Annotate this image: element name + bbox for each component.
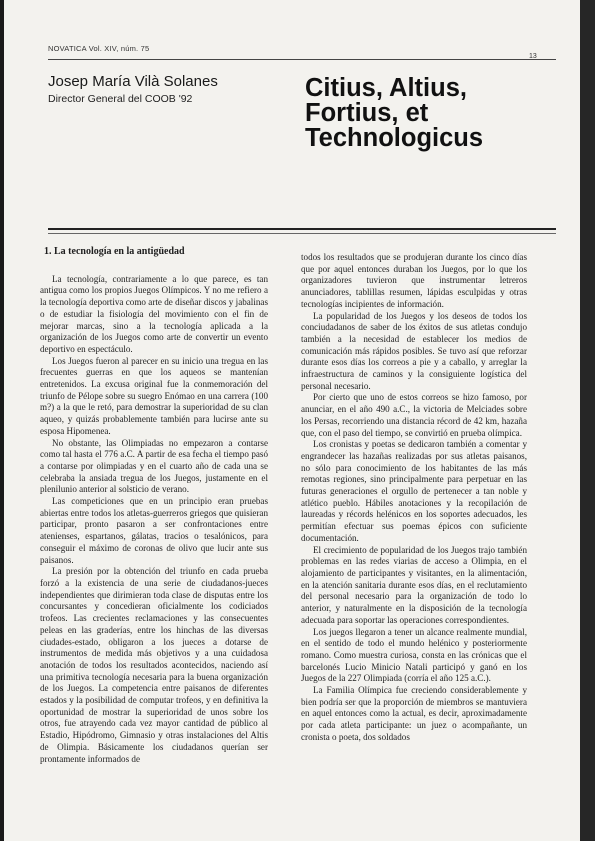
paragraph: El crecimiento de popularidad de los Juegos trajo también problemas en las redes viarias de acceso a Olimpia, en el alojamiento de participantes y visitantes, en la alimentación, en la atención sanitaria durante esos días, en el reclutamiento del personal necesario para la organización de todo lo anterior, y naturalmente en la disposición de la tecnología adecuada para soportar las operaciones correspondientes. [301, 544, 527, 625]
paragraph: No obstante, las Olimpiadas no empezaron a contarse como tal hasta el 776 a.C. A partir de esa fecha el tiempo pasó a contarse por olimpiadas y en el cuarto año de cada una se celebraba la ansiada tregua de los Juegos, justamente en el plenilunio anterior al solsticio de verano. [40, 437, 268, 495]
scan-edge [580, 0, 595, 841]
section-rule-thick [48, 228, 556, 230]
running-head: NOVATICA Vol. XIV, núm. 75 [48, 44, 150, 53]
paragraph: Por cierto que uno de estos correos se hizo famoso, por anunciar, en el año 490 a.C., la victoria de Melciades sobre los Persas, recorriendo una distancia récord de 42 km, hazaña que, con el paso del tiempo, se convirtió en prueba olímpica. [301, 392, 527, 438]
header-rule [48, 59, 556, 60]
paragraph: todos los resultados que se produjeran durante los cinco días que por aquel entonces duraban los Juegos, por lo que los organizadores tuvieron que instrumentar letreros anunciadores, tablillas resumen, lápidas esculpidas y otras tecnologías incipientes de información. [301, 252, 527, 309]
paragraph: Los cronistas y poetas se dedicaron también a comentar y engrandecer las hazañas realizadas por sus atletas paisanos, no sólo para conocimiento de los habitantes de las más remotas regiones, sino principalmente para perpetuar en las futuras generaciones el orgullo de pertenecer a tan noble y atlético pueblo. Hábiles anotaciones y la recopilación de laureadas y récords helénicos en los soportes adecuados, les permitían efectuar sus poemas épicos con suficiente documentación. [301, 439, 527, 543]
paragraph: Los juegos llegaron a tener un alcance realmente mundial, en el sentido de todo el mundo helénico y posteriormente romano. Como muestra curiosa, consta en las crónicas que el barcelonés Lucio Minicio Natali participó y ganó en los Juegos de la 227 Olimpiada (corría el año 125 a.C.). [301, 626, 527, 684]
paragraph: Las competiciones que en un principio eran pruebas abiertas entre todos los atletas-guerreros griegos que quisieran participar, pronto pasaron a ser confrontaciones entre atenienses, espartanos, gálatas, tracios o tesalónicos, para conseguir el máximo de coronas de olivo que lucir ante sus paisanos. [40, 496, 268, 565]
paragraph: Los Juegos fueron al parecer en su inicio una tregua en las frecuentes guerras en que los aqueos se mantenían entretenidos. La excusa original fue la conmemoración del triunfo de Pélope sobre su suegro Enómao en una carrera (100 m?) a la que le retó, para demostrar la superioridad de su clan aqueo, y quizás probablemente también para lucirse ante su esposa Hipomenea. [40, 355, 268, 436]
paragraph: La presión por la obtención del triunfo en cada prueba forzó a la existencia de una serie de ciudadanos-jueces independientes que dirimieran toda clase de disputas entre los concursantes y concedieran oficialmente los codiciados trofeos. Las crecientes reclamaciones y las consecuentes peleas en las graderías, entre los hinchas de las diversas ciudades-estado, obligaron a los jueces a dotarse de instrumentos de medida más objetivos y a una cuidadosa anotación de todos los resultados acontecidos, naciendo así una primitiva tecnología necesaria para la buena organización de los Juegos. La competencia entre paisanos de diferentes estados y la posibilidad de computar trofeos, y en definitiva la oportunidad de mostrar la superioridad de unos sobre los otros, fue atrayendo cada vez mayor cantidad de público al Estadio, Hipódromo, Gimnasio y otras instalaciones del Altis de Olimpia. Básicamente los ciudadanos querían ser prontamente informados de [40, 566, 268, 764]
title-line: Citius, Altius, [305, 74, 467, 102]
section-rule-thin [48, 233, 556, 234]
paragraph: La popularidad de los Juegos y los deseos de todos los conciudadanos de saber de los éxitos de sus atletas condujo también a la necesidad de establecer los medios de comunicación más rápidos posibles. Se tuvo así que reforzar durante esos días los correos a pie y a caballo, y arreglar la infraestructura de caminos y la consiguiente logística del personal necesario. [301, 310, 527, 391]
section-heading: 1. La tecnología en la antigüedad [44, 246, 185, 257]
right-column [301, 252, 527, 744]
journal-page [4, 0, 580, 841]
title-line: Technologicus [305, 124, 484, 152]
article-title [305, 76, 555, 151]
author-role: Director General del COOB '92 [48, 93, 193, 105]
left-column [40, 246, 268, 765]
page-number: 13 [529, 53, 537, 60]
paragraph: La tecnología, contrariamente a lo que parece, es tan antigua como los propios Juegos Olímpicos. Y no me refiero a la tecnología deportiva como arte de diseñar discos y jabalinas o de estudiar la fisiología del movimiento con el fin de mejorar marcas, sino a la tecnología aplicada a la organización de los Juegos como arte de convertir un evento deportivo en espectáculo. [40, 273, 268, 354]
title-line: Fortius, et [305, 99, 429, 127]
paragraph: La Familia Olímpica fue creciendo considerablemente y bien podría ser que la proporción de miembros se mantuviera en aquel entonces como la actual, es decir, aproximadamente por cada atleta participante: un juez o acompañante, un cronista o poeta, dos soldados [301, 685, 527, 742]
author-name: Josep María Vilà Solanes [48, 73, 218, 90]
